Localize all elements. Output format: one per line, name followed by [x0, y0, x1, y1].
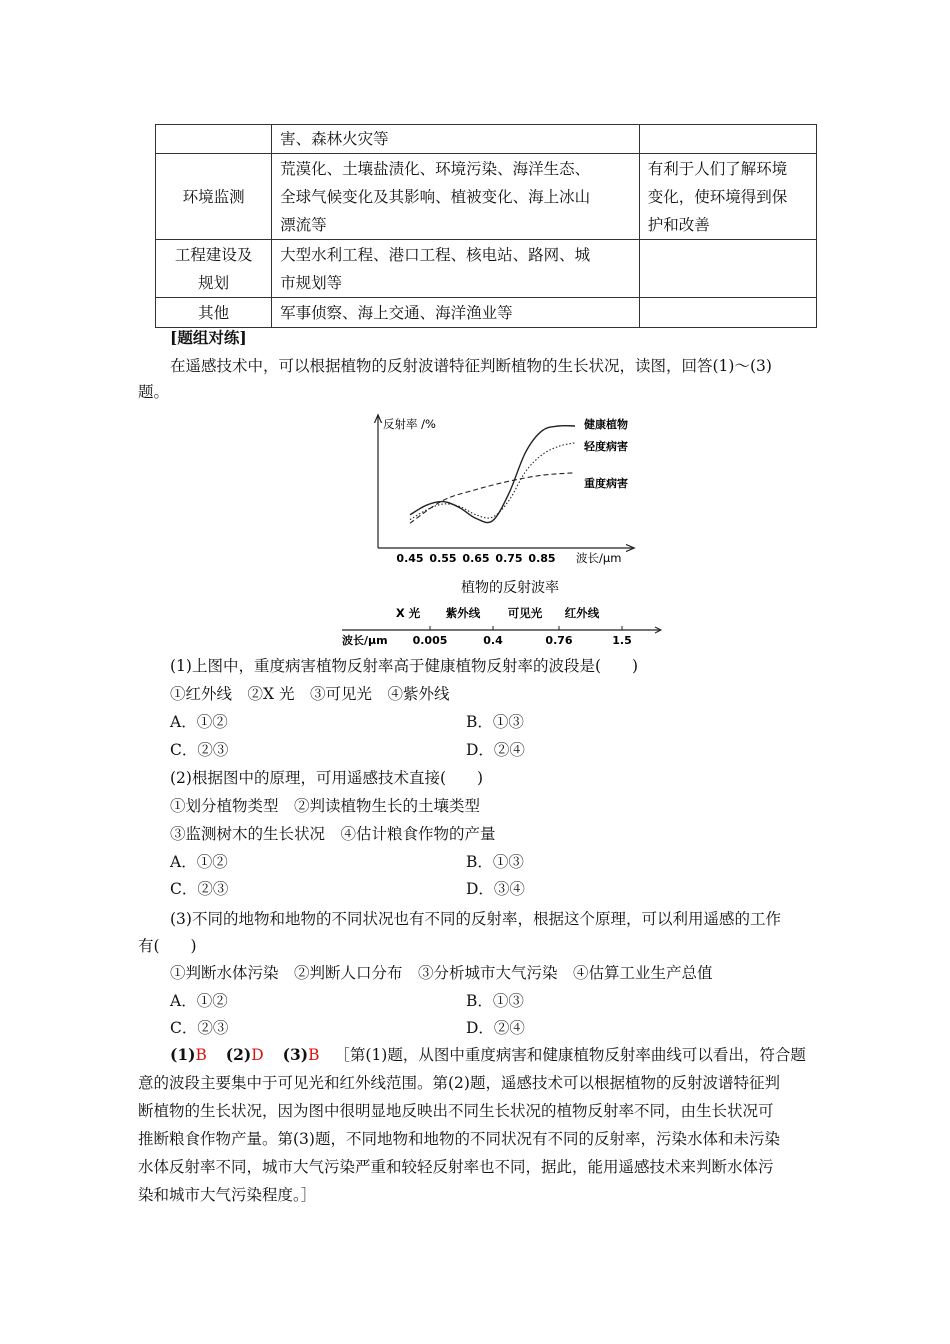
option-a: A．①②: [170, 713, 228, 731]
explanation-first-line: ［第(1)题，从图中重度病害和健康植物反射率曲线可以看出，符合题: [334, 1046, 806, 1064]
question-stem: (1)上图中，重度病害植物反射率高于健康植物反射率的波段是( ): [170, 657, 639, 675]
spectrum-tick-label: 0.4: [483, 634, 503, 647]
table-cell-content: 荒漠化、土壤盐渍化、环境污染、海洋生态、 全球气候变化及其影响、植被变化、海上冰山 漂流等: [272, 154, 640, 240]
table-row: [156, 154, 817, 240]
table-row: [156, 298, 817, 328]
band-label: 可见光: [507, 606, 543, 620]
table-cell-benefit: 有利于人们了解环境 变化，使环境得到保 护和改善: [639, 154, 816, 240]
option-b: B．①③: [466, 992, 524, 1010]
question-items: ①划分植物类型 ②判读植物生长的土壤类型: [170, 797, 481, 815]
x-tick-label: 0.45: [396, 552, 424, 565]
band-label: 红外线: [564, 606, 600, 620]
question-items: ①判断水体污染 ②判断人口分布 ③分析城市大气污染 ④估算工业生产总值: [170, 964, 713, 982]
spectrum-axis-label: 波长/μm: [342, 634, 388, 647]
question-stem: 有( ): [138, 937, 197, 955]
question-items: ①红外线 ②X 光 ③可见光 ④紫外线: [170, 685, 450, 703]
option-d: D．②④: [466, 1019, 525, 1037]
option-c: C．②③: [170, 1019, 229, 1037]
application-table: [155, 124, 817, 328]
spectrum-tick-label: 0.76: [545, 634, 573, 647]
table-cell-content: 军事侦察、海上交通、海洋渔业等: [272, 298, 640, 328]
band-label: 紫外线: [445, 606, 481, 620]
table-row: [156, 125, 817, 154]
answer-1: B: [195, 1046, 207, 1064]
option-b: B．①③: [466, 853, 524, 871]
series-label: 轻度病害: [584, 440, 628, 453]
option-c: C．②③: [170, 880, 229, 898]
table-cell-benefit: [639, 298, 816, 328]
x-tick-label: 0.55: [429, 552, 457, 565]
table-cell-category: 环境监测: [156, 154, 272, 240]
table-cell-content: 害、森林火灾等: [272, 125, 640, 154]
table-cell-category: 其他: [156, 298, 272, 328]
answer-line: (1)B (2)D (3)B ［第(1)题，从图中重度病害和健康植物反射率曲线可以看出，符合题: [170, 1045, 806, 1064]
table-cell-content: 大型水利工程、港口工程、核电站、路网、城 市规划等: [272, 240, 640, 298]
explanation-line: 染和城市大气污染程度。］: [138, 1186, 317, 1204]
intro-line: 在遥感技术中，可以根据植物的反射波谱特征判断植物的生长状况，读图，回答(1)～(3): [170, 357, 772, 375]
question-stem: (2)根据图中的原理，可用遥感技术直接( ): [170, 769, 484, 787]
intro-line: 题。: [138, 383, 170, 401]
question-items: ③监测树木的生长状况 ④估计粮食作物的产量: [170, 825, 496, 843]
series-line: [410, 473, 575, 523]
spectrum-tick-label: 0.005: [412, 634, 448, 647]
table-cell-category: 工程建设及 规划: [156, 240, 272, 298]
x-tick-label: 0.75: [495, 552, 523, 565]
question-stem: (3)不同的地物和地物的不同状况也有不同的反射率，根据这个原理，可以利用遥感的工作: [170, 910, 781, 928]
y-axis-label: 反射率 /%: [383, 417, 436, 431]
explanation-line: 意的波段主要集中于可见光和红外线范围。第(2)题，遥感技术可以根据植物的反射波谱特征判: [138, 1074, 780, 1092]
spectrum-scale: [340, 600, 670, 648]
answer-2: D: [251, 1046, 264, 1064]
x-tick-label: 0.65: [462, 552, 490, 565]
table-row: [156, 240, 817, 298]
explanation-line: 推断粮食作物产量。第(3)题，不同地物和地物的不同状况有不同的反射率，污染水体和未污染: [138, 1130, 780, 1148]
option-d: D．②④: [466, 741, 525, 759]
chart-caption: 植物的反射波率: [461, 580, 559, 596]
option-a: A．①②: [170, 853, 228, 871]
series-label: 重度病害: [584, 477, 628, 490]
table-cell-benefit: [639, 125, 816, 154]
option-a: A．①②: [170, 992, 228, 1010]
table-cell-category: [156, 125, 272, 154]
band-label: X 光: [395, 606, 421, 620]
explanation-line: 断植物的生长状况，因为图中很明显地反映出不同生长状况的植物反射率不同，由生长状况可: [138, 1102, 774, 1120]
answer-3: B: [308, 1046, 320, 1064]
option-b: B．①③: [466, 713, 524, 731]
section-tag: [题组对练]: [170, 328, 247, 347]
x-tick-label: 0.85: [528, 552, 556, 565]
reflectance-chart: [350, 408, 670, 598]
table-cell-benefit: [639, 240, 816, 298]
series-line: [410, 443, 575, 520]
series-label: 健康植物: [584, 418, 628, 431]
explanation-line: 水体反射率不同，城市大气污染严重和较轻反射率也不同，据此，能用遥感技术来判断水体污: [138, 1158, 774, 1176]
series-line: [410, 426, 575, 523]
option-d: D．③④: [466, 880, 525, 898]
spectrum-tick-label: 1.5: [612, 634, 632, 647]
option-c: C．②③: [170, 741, 229, 759]
x-axis-label: 波长/μm: [576, 551, 622, 565]
